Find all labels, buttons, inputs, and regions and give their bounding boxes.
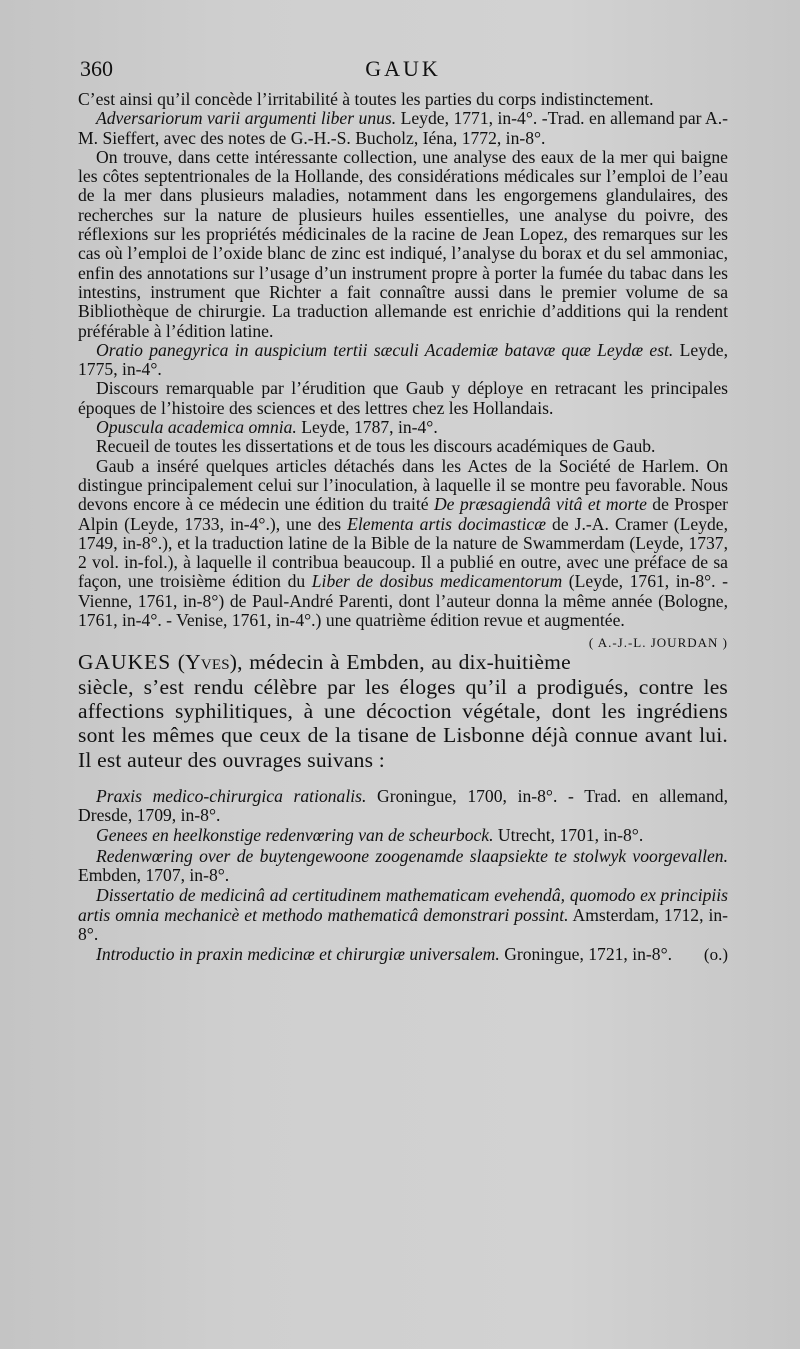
text-run: de J.-A. Cramer (Leyde, 1749, in-8°.), et la traduction latine de la Bible de la nature de Swammerdam (Leyde, 1737, 2 vol. in-fol.), à laquelle il contribua beaucoup. Il a publié en outre, avec une préface de sa façon, une troisième édition du [78, 513, 728, 592]
work-title: Praxis medico-chirurgica rationalis. [96, 785, 367, 806]
work-entry [78, 945, 728, 964]
article-gaub [78, 89, 729, 651]
work-details: Groningue, 1721, in-8°. [499, 944, 672, 965]
work-title: Oratio panegyrica in auspicium tertii sæculi Academiæ batavæ quæ Leydæ est. [96, 339, 674, 360]
article-gaukes [78, 650, 728, 964]
paragraph [78, 455, 729, 651]
author-signature: ( A.-J.-L. JOURDAN ) [588, 635, 728, 651]
intro-text: , médecin à Embden, au dix-huitième siècle, s’est rendu célèbre par les éloges qu’il a prodigués, contre les affections syphilitiques, à une décoction végétale, dont les ingrédiens sont les mêmes que ceux de la tisane de Lisbonne déjà connue avant lui. Il est auteur des ouvrages suivans : [78, 650, 728, 772]
entry-intro [78, 650, 728, 771]
author-signature: (o.) [703, 945, 728, 965]
work-title: Dissertatio de medicinâ ad certitudinem mathematicam evehendâ, quomodo ex principiis artis omnia mechanicè et methodo mathematicâ demonstrari possint. [78, 885, 728, 925]
paragraph: On trouve, dans cette intéressante collection, une analyse des eaux de la mer qui baigne les côtes septentrionales de la Hollande, des considérations médicales sur l’emploi de l’eau de la mer dans plusieurs maladies, notamment dans les engorgemens glandulaires, des recherches sur la nature de plusieurs huiles essentielles, une analyse du poivre, des réflexions sur les propriétés médicinales de la racine de Jean Lopez, des remarques sur les cas où l’emploi de l’oxide blanc de zinc est indiqué, l’analyse du borax et du sel ammoniac, enfin des annotations sur l’usage d’un instrument propre à porter la fumée du tabac dans les intestins, instrument que Richter a fait connaître aussi dans le premier volume de sa Bibliothèque de chirurgie. La traduction allemande est enrichie d’additions qui la rendent préférable à l’édition latine. [78, 146, 728, 341]
work-details: Leyde, 1775, in-4°. [78, 339, 728, 380]
work-entry [78, 341, 728, 380]
headword: GAUKES [78, 650, 172, 675]
work-entry [78, 418, 728, 437]
text-run: de Prosper Alpin (Leyde, 1733, in-4°.), une des [78, 494, 729, 534]
work-entry [78, 886, 728, 944]
work-details: Embden, 1707, in-8°. [78, 864, 230, 885]
work-details: Leyde, 1771, in-4°. -Trad. en allemand par A.-M. Sieffert, avec des notes de G.-H.-S. Bucholz, Iéna, 1772, in-8°. [78, 108, 728, 148]
running-head: GAUK [365, 56, 441, 81]
work-title: Adversariorum varii argumenti liber unus. [96, 108, 397, 129]
page-header [78, 56, 728, 90]
paragraph: C’est ainsi qu’il concède l’irritabilité à toutes les parties du corps indistinctement. [78, 89, 654, 109]
page-number: 360 [80, 56, 113, 81]
work-entry [78, 847, 728, 886]
work-entry [78, 826, 728, 845]
work-title: De præsagiendâ vitâ et morte [433, 494, 647, 515]
works-list [78, 787, 728, 965]
work-details: Utrecht, 1701, in-8°. [493, 825, 644, 846]
work-title: Redenwœring over de buytengewoone zoogenamde slaapsiekte te stolwyk voorgevallen. [96, 845, 728, 866]
text-run: (Leyde, 1761, in-8°. - Vienne, 1761, in-8°) de Paul-André Parenti, dont l’auteur donna la même année (Bologne, 1761, in-4°. - Venise, 1761, in-4°.) une quatrième édition revue et augmentée. [78, 571, 729, 631]
work-entry [78, 109, 728, 148]
work-title: Genees en heelkonstige redenvœring van de scheurbock. [96, 825, 494, 846]
work-title: Elementa artis docimasticæ [347, 513, 546, 534]
paragraph: Discours remarquable par l’érudition que Gaub y déploye en retracant les principales époques de l’histoire des sciences et des lettres chez les Hollandais. [78, 378, 728, 418]
work-details: Leyde, 1787, in-4°. [296, 417, 438, 438]
work-details: Amsterdam, 1712, in-8°. [78, 904, 728, 944]
paragraph: Recueil de toutes les dissertations et de tous les discours académiques de Gaub. [96, 436, 656, 457]
work-entry [78, 787, 728, 826]
text-run: Gaub a inséré quelques articles détachés dans les Actes de la Société de Harlem. On distingue principalement celui sur l’inoculation, à laquelle il se montre peu favorable. Nous devons encore à ce médecin une édition du traité [78, 455, 728, 515]
work-title: Liber de dosibus medicamentorum [311, 571, 563, 592]
work-details: Groningue, 1700, in-8°. - Trad. en allemand, Dresde, 1709, in-8°. [78, 785, 728, 826]
work-title: Introductio in praxin medicinæ et chirurgiæ universalem. [96, 944, 500, 965]
forename: (Yves) [177, 650, 238, 675]
work-title: Opuscula academica omnia. [96, 417, 297, 438]
